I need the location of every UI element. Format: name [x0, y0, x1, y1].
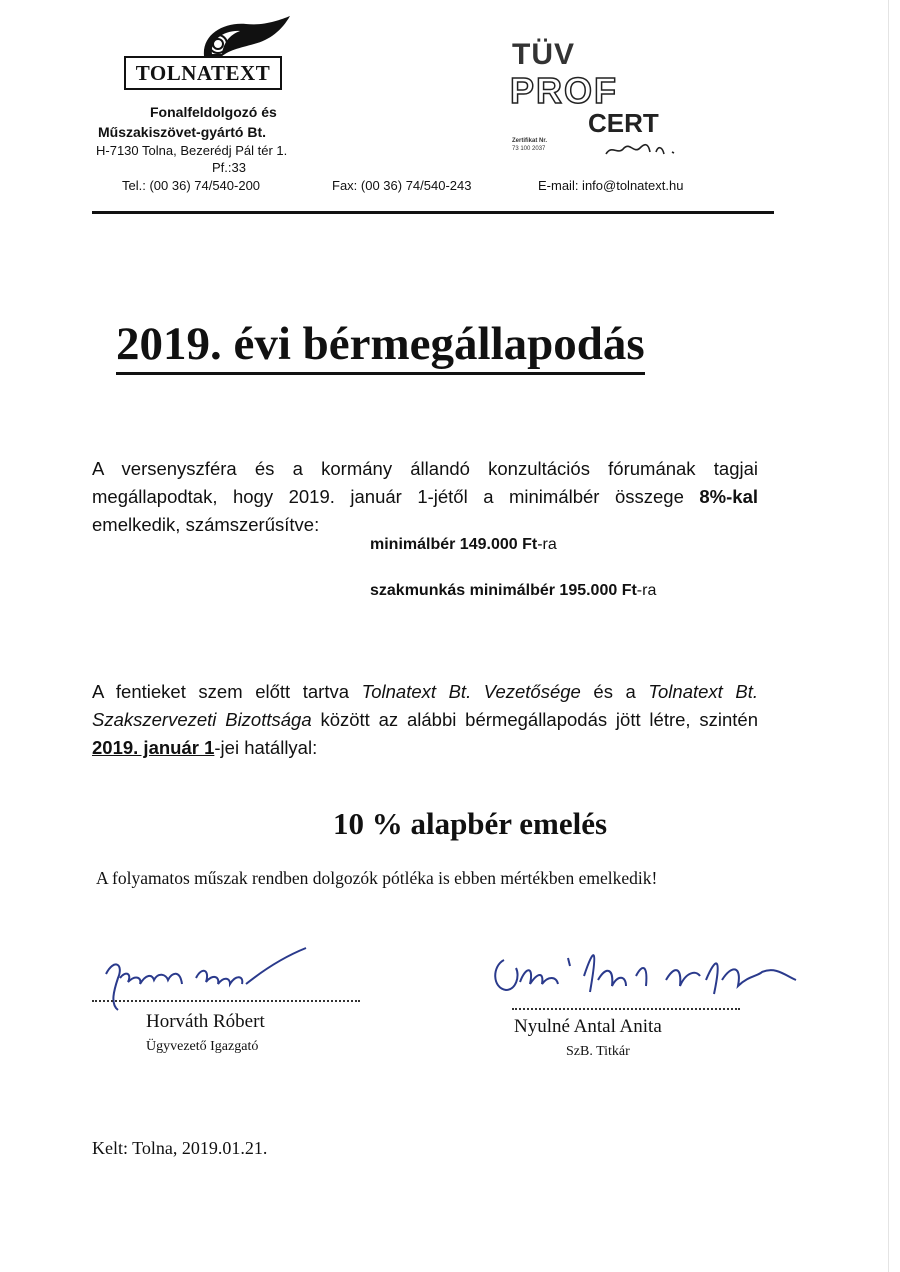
signature-line-secretary: [512, 1008, 740, 1010]
skilled-wage-value: szakmunkás minimálbér 195.000 Ft: [370, 582, 637, 599]
cert-scribble-icon: [604, 138, 684, 158]
agreement-text-3: között az alábbi bérmegállapodás jött létre, szintén: [311, 709, 759, 730]
company-address: H-7130 Tolna, Bezerédj Pál tér 1.: [96, 143, 288, 158]
intro-text: A versenyszféra és a kormány állandó konzultációs fórumának tagjai megállapodtak, hogy 2019. január 1-jétől a minimálbér összege: [92, 458, 758, 507]
skilled-wage-line: [370, 582, 656, 600]
company-phone: Tel.: (00 36) 74/540-200: [122, 178, 261, 193]
logo-swoosh-icon: [184, 14, 294, 60]
raise-headline: 10 % alapbér emelés: [332, 806, 608, 841]
min-wage-value: minimálbér 149.000 Ft: [370, 536, 538, 553]
scan-edge: [888, 0, 889, 1272]
intro-text-end: emelkedik, számszerűsítve:: [92, 514, 320, 535]
company-name-line2: Műszakiszövet-gyártó Bt.: [98, 124, 267, 140]
agreement-text-1: A fentieket szem előtt tartva: [92, 681, 362, 702]
signature-horvath-icon: [96, 944, 316, 1014]
company-name-line1: Fonalfeldolgozó és: [150, 104, 277, 120]
logo-plate: [124, 56, 282, 90]
agreement-text-4: -jei hatállyal:: [214, 737, 318, 758]
min-wage-suffix: -ra: [537, 536, 557, 553]
signature-line-director: [92, 1000, 360, 1002]
director-name: Horváth Róbert: [146, 1011, 265, 1032]
management-name: Tolnatext Bt. Vezetősége: [361, 681, 581, 702]
prof-text: PROF: [510, 70, 619, 111]
director-role: Ügyvezető Igazgató: [146, 1039, 259, 1054]
secretary-name: Nyulné Antal Anita: [514, 1016, 662, 1037]
intro-percent: 8%-kal: [699, 486, 758, 507]
signature-nyulne-icon: [486, 936, 806, 1016]
cert-number: 73 100 2037: [512, 146, 546, 152]
skilled-wage-suffix: -ra: [636, 582, 657, 599]
company-pobox: Pf.:33: [212, 160, 246, 175]
shift-allowance-note: A folyamatos műszak rendben dolgozók pótléka is ebben mértékben emelkedik!: [96, 868, 658, 888]
secretary-role: SzB. Titkár: [566, 1044, 630, 1059]
issue-date: Kelt: Tolna, 2019.01.21.: [92, 1138, 268, 1158]
agreement-text-2: és a: [580, 681, 649, 702]
document-title: 2019. évi bérmegállapodás: [116, 316, 645, 375]
intro-paragraph: [92, 455, 758, 539]
company-fax: Fax: (00 36) 74/540-243: [332, 178, 472, 193]
agreement-paragraph: [92, 678, 758, 762]
cert-text: CERT: [588, 108, 659, 138]
cert-label: Zertifikat Nr.: [512, 138, 548, 144]
union-committee-name: Tolnatext Bt. Szakszervezeti Bizottsága: [92, 681, 759, 730]
company-email: E-mail: info@tolnatext.hu: [538, 178, 684, 193]
min-wage-line: [370, 536, 557, 554]
logo-text: TOLNATEXT: [135, 61, 271, 85]
tuv-text: TÜV: [512, 38, 575, 71]
effective-date: 2019. január 1: [92, 737, 215, 758]
header-divider: [92, 211, 774, 214]
